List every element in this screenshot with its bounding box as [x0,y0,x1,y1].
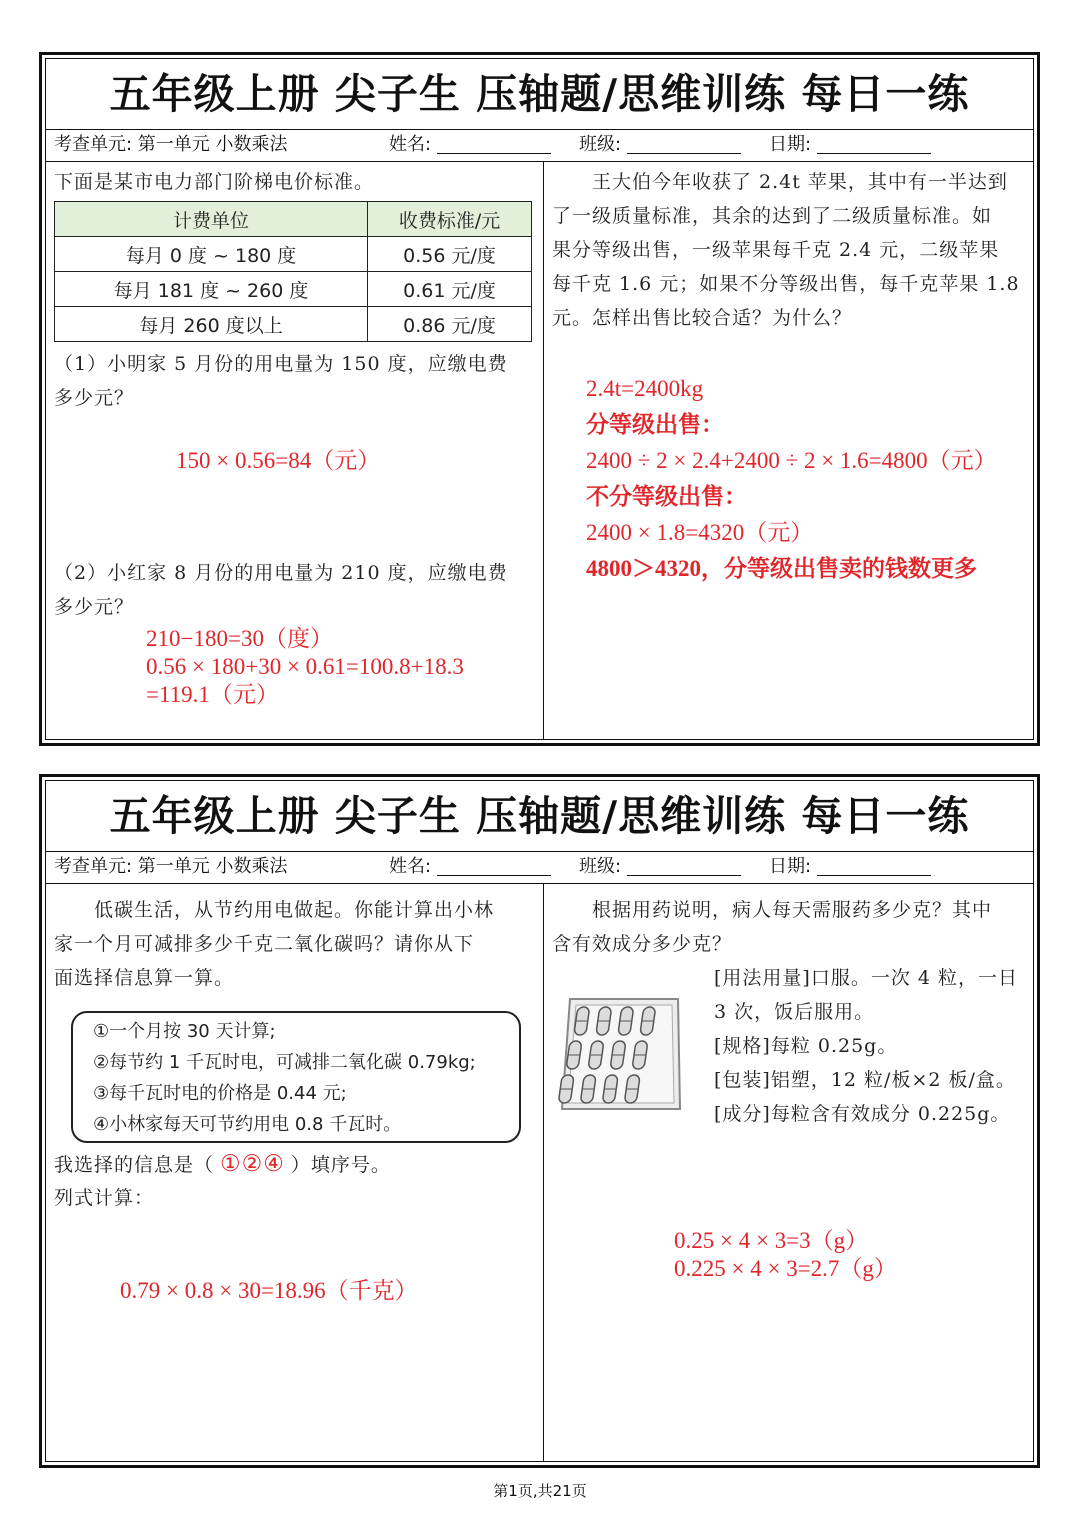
date-field[interactable] [769,851,931,883]
info-option: ④小林家每天可节约用电 0.8 千瓦时。 [93,1114,402,1135]
name-field[interactable] [389,129,551,161]
answer-2-line3: =119.1（元） [146,682,279,707]
table-cell: 每月 260 度以上 [55,307,368,342]
table-cell: 每月 181 度 ~ 260 度 [55,272,368,307]
table-header: 收费标准/元 [368,202,532,237]
answer-2-line2: 0.56 × 180+30 × 0.61=100.8+18.3 [146,654,464,679]
class-field[interactable] [579,129,741,161]
answer-line: 0.225 × 4 × 3=2.7（g） [674,1256,897,1281]
problem-line: 含有效成分多少克？ [552,933,733,955]
blister-pack-image [552,991,692,1121]
answer-line: 2400 ÷ 2 × 2.4+2400 ÷ 2 × 1.6=4800（元） [586,448,997,473]
answer-1: 150 × 0.56=84（元） [176,448,381,473]
answer-conclusion: 4800＞4320，分等级出售卖的钱数更多 [586,556,977,581]
unit-label: 考查单元: 第一单元 小数乘法 [54,856,288,877]
name-label: 姓名: [389,134,432,155]
question-2-line1: （2）小红家 8 月份的用电量为 210 度，应缴电费 [54,562,508,584]
info-bar [46,129,1033,162]
problem-line: 元。怎样出售比较合适？为什么？ [552,307,853,329]
info-option: ③每千瓦时电的价格是 0.44 元; [93,1083,347,1104]
class-label: 班级: [579,134,622,155]
problem-low-carbon [46,883,543,1461]
calc-label: 列式计算： [54,1187,155,1209]
date-label: 日期: [769,856,812,877]
table-row [55,237,532,272]
problem-intro: 下面是某市电力部门阶梯电价标准。 [54,171,375,193]
problem-line: 王大伯今年收获了 2.4t 苹果，其中有一半达到 [552,171,1008,193]
answer-line: 分等级出售： [586,412,724,437]
answer-line: 不分等级出售： [586,484,747,509]
selection-suffix: ）填序号。 [290,1154,391,1176]
date-label: 日期: [769,134,812,155]
price-table [54,201,532,342]
problem-line: 低碳生活，从节约用电做起。你能计算出小林 [54,899,495,921]
table-row [55,272,532,307]
name-label: 姓名: [389,856,432,877]
class-field[interactable] [579,851,741,883]
class-label: 班级: [579,856,622,877]
worksheet-title: 五年级上册 尖子生 压轴题/思维训练 每日一练 [46,781,1033,852]
ingredient-info: [成分]每粒含有效成分 0.225g。 [714,1103,1011,1125]
answer-line: 0.25 × 4 × 3=3（g） [674,1228,869,1253]
problem-line: 了一级质量标准，其余的达到了二级质量标准。如 [552,205,993,227]
table-row [55,307,532,342]
table-cell: 0.86 元/度 [368,307,532,342]
date-field[interactable] [769,129,931,161]
problem-line: 根据用药说明，病人每天需服药多少克？其中 [552,899,993,921]
answer-line: 2400 × 1.8=4320（元） [586,520,814,545]
usage-info: [用法用量]口服。一次 4 粒，一日 [714,967,1018,989]
table-cell: 0.61 元/度 [368,272,532,307]
worksheet-title: 五年级上册 尖子生 压轴题/思维训练 每日一练 [46,59,1033,130]
unit-label: 考查单元: 第一单元 小数乘法 [54,134,288,155]
answer-line: 2.4t=2400kg [586,376,704,401]
problem-line: 每千克 1.6 元；如果不分等级出售，每千克苹果 1.8 [552,273,1020,295]
question-2-line2: 多少元？ [54,596,135,618]
info-options-box [71,1011,521,1143]
page-number: 第1页,共21页 [493,1482,587,1500]
table-header: 计费单位 [55,202,368,237]
problem-line: 家一个月可减排多少千克二氧化碳吗？请你从下 [54,933,475,955]
answer-line: 0.79 × 0.8 × 30=18.96（千克） [120,1278,418,1303]
table-cell: 0.56 元/度 [368,237,532,272]
problem-apples [544,161,1033,739]
problem-medicine [544,883,1033,1461]
worksheet-1 [39,52,1040,746]
spec-info: [规格]每粒 0.25g。 [714,1035,898,1057]
table-cell: 每月 0 度 ~ 180 度 [55,237,368,272]
problem-line: 果分等级出售，一级苹果每千克 2.4 元，二级苹果 [552,239,1000,261]
selection-answer: ①②④ [220,1151,285,1176]
question-1-line1: （1）小明家 5 月份的用电量为 150 度，应缴电费 [54,353,508,375]
info-option: ①一个月按 30 天计算; [93,1021,276,1042]
selection-line [54,1147,391,1182]
info-bar [46,851,1033,884]
info-option: ②每节约 1 千瓦时电，可减排二氧化碳 0.79kg; [93,1052,476,1073]
question-1-line2: 多少元？ [54,387,135,409]
problem-line: 面选择信息算一算。 [54,967,235,989]
selection-prefix: 我选择的信息是（ [54,1154,215,1176]
package-info: [包装]铝塑，12 粒/板×2 板/盒。 [714,1069,1016,1091]
usage-info: 3 次，饭后服用。 [714,1001,875,1023]
worksheet-2 [39,774,1040,1468]
name-field[interactable] [389,851,551,883]
answer-2-line1: 210−180=30（度） [146,626,333,651]
problem-electricity [46,161,543,739]
